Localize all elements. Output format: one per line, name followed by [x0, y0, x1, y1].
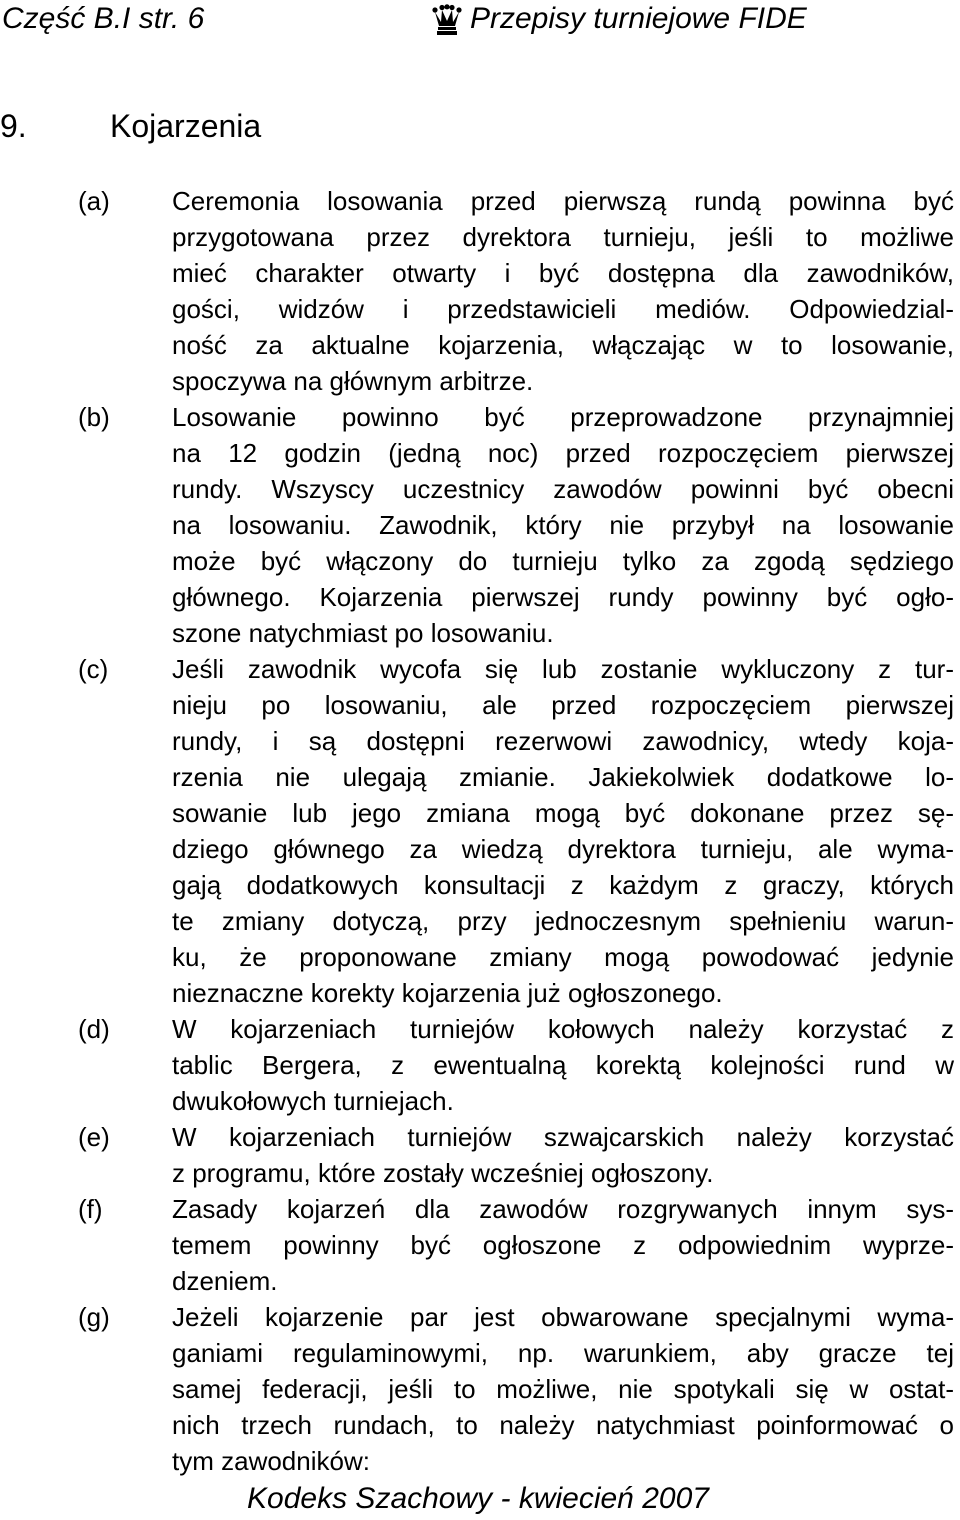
rule-item-line: szone natychmiast po losowaniu.	[172, 618, 554, 648]
rule-item-line: dzeniem.	[172, 1266, 278, 1296]
rule-item-line: z programu, które zostały wcześniej ogłoszony.	[172, 1158, 714, 1188]
rule-item-line: Zasady kojarzeń dla zawodów rozgrywanych innym sys-	[172, 1194, 954, 1224]
rule-item-line: rzenia nie ulegają zmianie. Jakiekolwiek dodatkowe lo-	[172, 762, 954, 792]
rule-item-line: W kojarzeniach turniejów szwajcarskich należy korzystać	[172, 1122, 954, 1152]
rule-item-line: gają dodatkowych konsultacji z każdym z graczy, których	[172, 870, 954, 900]
rule-item-line: spoczywa na głównym arbitrze.	[172, 366, 534, 396]
rule-item	[0, 1299, 960, 1479]
rule-item	[0, 399, 960, 651]
page-header	[0, 0, 960, 44]
rule-item-line: nich trzech rundach, to należy natychmiast poinformować o	[172, 1410, 954, 1440]
rule-item-text	[172, 1119, 954, 1191]
rule-item-line: nieju po losowaniu, ale przed rozpoczęciem pierwszej	[172, 690, 954, 720]
rule-item-text	[172, 1191, 954, 1299]
rule-item-line: mieć charakter otwarty i być dostępna dla zawodników,	[172, 258, 954, 288]
rule-item-line: może być włączony do turnieju tylko za zgodą sędziego	[172, 546, 954, 576]
rule-item-line: ganiami regulaminowymi, np. warunkiem, aby gracze tej	[172, 1338, 954, 1368]
rule-item	[0, 651, 960, 1011]
rule-item-text	[172, 1011, 954, 1119]
rule-item-line: rundy. Wszyscy uczestnicy zawodów powinni być obecni	[172, 474, 954, 504]
rule-item-text	[172, 399, 954, 651]
rule-item-line: te zmiany dotyczą, przy jednoczesnym spełnieniu warun-	[172, 906, 954, 936]
page-footer	[0, 1482, 960, 1516]
header-page-number: Część B.I str. 6	[2, 2, 205, 35]
rule-item-line: rundy, i są dostępni rezerwowi zawodnicy, wtedy koja-	[172, 726, 954, 756]
rule-item-text	[172, 1299, 954, 1479]
rule-item-line: Losowanie powinno być przeprowadzone przynajmniej	[172, 402, 954, 432]
rule-item-line: sowanie lub jego zmiana mogą być dokonane przez sę-	[172, 798, 954, 828]
rule-item	[0, 183, 960, 399]
rule-item-label: (b)	[78, 402, 110, 432]
rule-item-line: samej federacji, jeśli to możliwe, nie spotykali się w ostat-	[172, 1374, 954, 1404]
rule-item-line: ku, że proponowane zmiany mogą powodować jedynie	[172, 942, 954, 972]
rule-item-line: W kojarzeniach turniejów kołowych należy korzystać z	[172, 1014, 954, 1044]
rule-item-line: ność za aktualne kojarzenia, włączając w to losowanie,	[172, 330, 954, 360]
section-title: Kojarzenia	[110, 108, 262, 144]
rule-item-label: (c)	[78, 654, 109, 684]
rule-item-label: (e)	[78, 1122, 110, 1152]
rule-item-label: (f)	[78, 1194, 103, 1224]
rule-item-line: Jeśli zawodnik wycofa się lub zostanie wykluczony z tur-	[172, 654, 954, 684]
rule-item-label: (a)	[78, 186, 110, 216]
rule-item-line: tym zawodników:	[172, 1446, 370, 1476]
section-number: 9.	[0, 108, 27, 144]
rule-item-line: tablic Bergera, z ewentualną korektą kolejności rund w	[172, 1050, 954, 1080]
rule-item-line: przygotowana przez dyrektora turnieju, jeśli to możliwe	[172, 222, 954, 252]
rule-item-line: na losowaniu. Zawodnik, który nie przybył na losowanie	[172, 510, 954, 540]
rule-item-text	[172, 183, 954, 399]
rule-item-label: (d)	[78, 1014, 110, 1044]
rule-item-text	[172, 651, 954, 1011]
rule-item-line: temem powinny być ogłoszone z odpowiednim wyprze-	[172, 1230, 954, 1260]
rule-item-line: dziego głównego za wiedzą dyrektora turnieju, ale wyma-	[172, 834, 954, 864]
rule-item-line: głównego. Kojarzenia pierwszej rundy powinny być ogło-	[172, 582, 954, 612]
rule-item-line: Jeżeli kojarzenie par jest obwarowane specjalnymi wyma-	[172, 1302, 954, 1332]
footer-text: Kodeks Szachowy - kwiecień 2007	[247, 1482, 709, 1515]
chess-queen-icon	[432, 4, 462, 36]
rule-item-label: (g)	[78, 1302, 110, 1332]
rule-item-line: dwukołowych turniejach.	[172, 1086, 454, 1116]
rules-list	[0, 183, 960, 1479]
rule-item-line: Ceremonia losowania przed pierwszą rundą powinna być	[172, 186, 954, 216]
rule-item	[0, 1119, 960, 1191]
rule-item-line: na 12 godzin (jedną noc) przed rozpoczęciem pierwszej	[172, 438, 954, 468]
header-document-title: Przepisy turniejowe FIDE	[470, 2, 807, 35]
rule-item	[0, 1011, 960, 1119]
rule-item-line: gości, widzów i przedstawicieli mediów. Odpowiedzial-	[172, 294, 954, 324]
rule-item	[0, 1191, 960, 1299]
rule-item-line: nieznaczne korekty kojarzenia już ogłoszonego.	[172, 978, 723, 1008]
